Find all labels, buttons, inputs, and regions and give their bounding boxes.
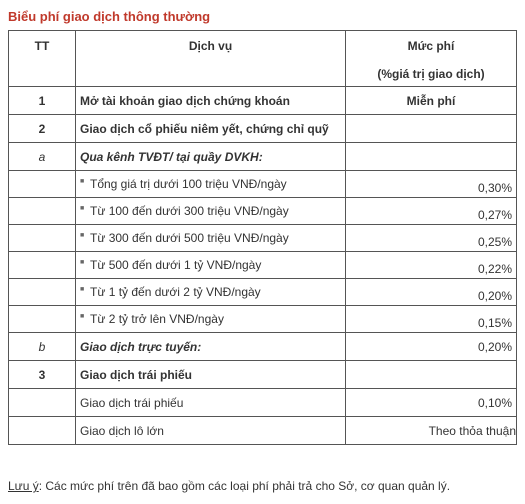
row-tt <box>9 417 76 445</box>
row-service: Giao dịch lô lớn <box>76 417 346 445</box>
row-service-label: Từ 1 tỷ đến dưới 2 tỷ VNĐ/ngày <box>90 284 261 299</box>
table-row <box>9 252 517 279</box>
row-fee <box>346 115 517 143</box>
row-tt <box>9 225 76 252</box>
bullet-icon: ■ <box>80 178 85 186</box>
table-row <box>9 417 517 445</box>
row-service: Giao dịch trái phiếu <box>76 361 346 389</box>
row-tt: b <box>9 333 76 361</box>
row-tt: 3 <box>9 361 76 389</box>
row-tt <box>9 389 76 417</box>
table-header-row <box>9 31 517 87</box>
table-row <box>9 115 517 143</box>
row-service <box>76 252 346 279</box>
row-fee: Theo thỏa thuận <box>346 417 517 445</box>
footnote <box>8 479 450 493</box>
header-tt: TT <box>9 31 76 87</box>
footnote-text: : Các mức phí trên đã bao gồm các loại phí phải trả cho Sở, cơ quan quản lý. <box>38 479 451 493</box>
table-row <box>9 389 517 417</box>
row-fee: 0,30% <box>346 171 517 198</box>
row-service-label: Tổng giá trị dưới 100 triệu VNĐ/ngày <box>90 176 287 191</box>
bullet-icon: ■ <box>80 232 85 240</box>
row-service <box>76 171 346 198</box>
header-fee <box>346 31 517 87</box>
row-service-label: Từ 300 đến dưới 500 triệu VNĐ/ngày <box>90 230 289 245</box>
row-tt <box>9 252 76 279</box>
table-row <box>9 279 517 306</box>
row-service <box>76 279 346 306</box>
row-tt: 1 <box>9 87 76 115</box>
row-fee: 0,20% <box>346 333 517 361</box>
fee-table <box>8 30 517 445</box>
footnote-label: Lưu ý <box>8 479 39 493</box>
row-service-label: Từ 2 tỷ trở lên VNĐ/ngày <box>90 311 224 326</box>
row-tt <box>9 279 76 306</box>
row-fee: 0,22% <box>346 252 517 279</box>
row-service <box>76 306 346 333</box>
row-tt <box>9 171 76 198</box>
table-row <box>9 143 517 171</box>
row-service-label: Từ 500 đến dưới 1 tỷ VNĐ/ngày <box>90 257 262 272</box>
row-service: Qua kênh TVĐT/ tại quầy DVKH: <box>76 143 346 171</box>
row-fee: 0,25% <box>346 225 517 252</box>
table-row <box>9 306 517 333</box>
header-fee-line2: (%giá trị giao dịch) <box>377 67 485 81</box>
row-service: Giao dịch trực tuyến: <box>76 333 346 361</box>
row-fee: 0,15% <box>346 306 517 333</box>
table-row <box>9 198 517 225</box>
table-row <box>9 225 517 252</box>
row-tt <box>9 198 76 225</box>
row-fee <box>346 361 517 389</box>
row-tt: a <box>9 143 76 171</box>
table-row <box>9 361 517 389</box>
row-fee <box>346 143 517 171</box>
row-service <box>76 225 346 252</box>
row-service: Giao dịch trái phiếu <box>76 389 346 417</box>
bullet-icon: ■ <box>80 286 85 294</box>
row-fee: 0,20% <box>346 279 517 306</box>
row-service: Mở tài khoản giao dịch chứng khoán <box>76 87 346 115</box>
table-row <box>9 333 517 361</box>
page-title: Biểu phí giao dịch thông thường <box>8 9 211 24</box>
row-fee: 0,10% <box>346 389 517 417</box>
row-service <box>76 198 346 225</box>
bullet-icon: ■ <box>80 313 85 321</box>
row-service-label: Từ 100 đến dưới 300 triệu VNĐ/ngày <box>90 203 289 218</box>
row-tt <box>9 306 76 333</box>
bullet-icon: ■ <box>80 205 85 213</box>
bullet-icon: ■ <box>80 259 85 267</box>
table-row <box>9 87 517 115</box>
row-tt: 2 <box>9 115 76 143</box>
table-row <box>9 171 517 198</box>
header-service: Dịch vụ <box>76 31 346 87</box>
row-fee: 0,27% <box>346 198 517 225</box>
row-fee: Miễn phí <box>346 87 517 115</box>
row-service: Giao dịch cổ phiếu niêm yết, chứng chỉ quỹ <box>76 115 346 143</box>
header-fee-line1: Mức phí <box>407 39 455 53</box>
